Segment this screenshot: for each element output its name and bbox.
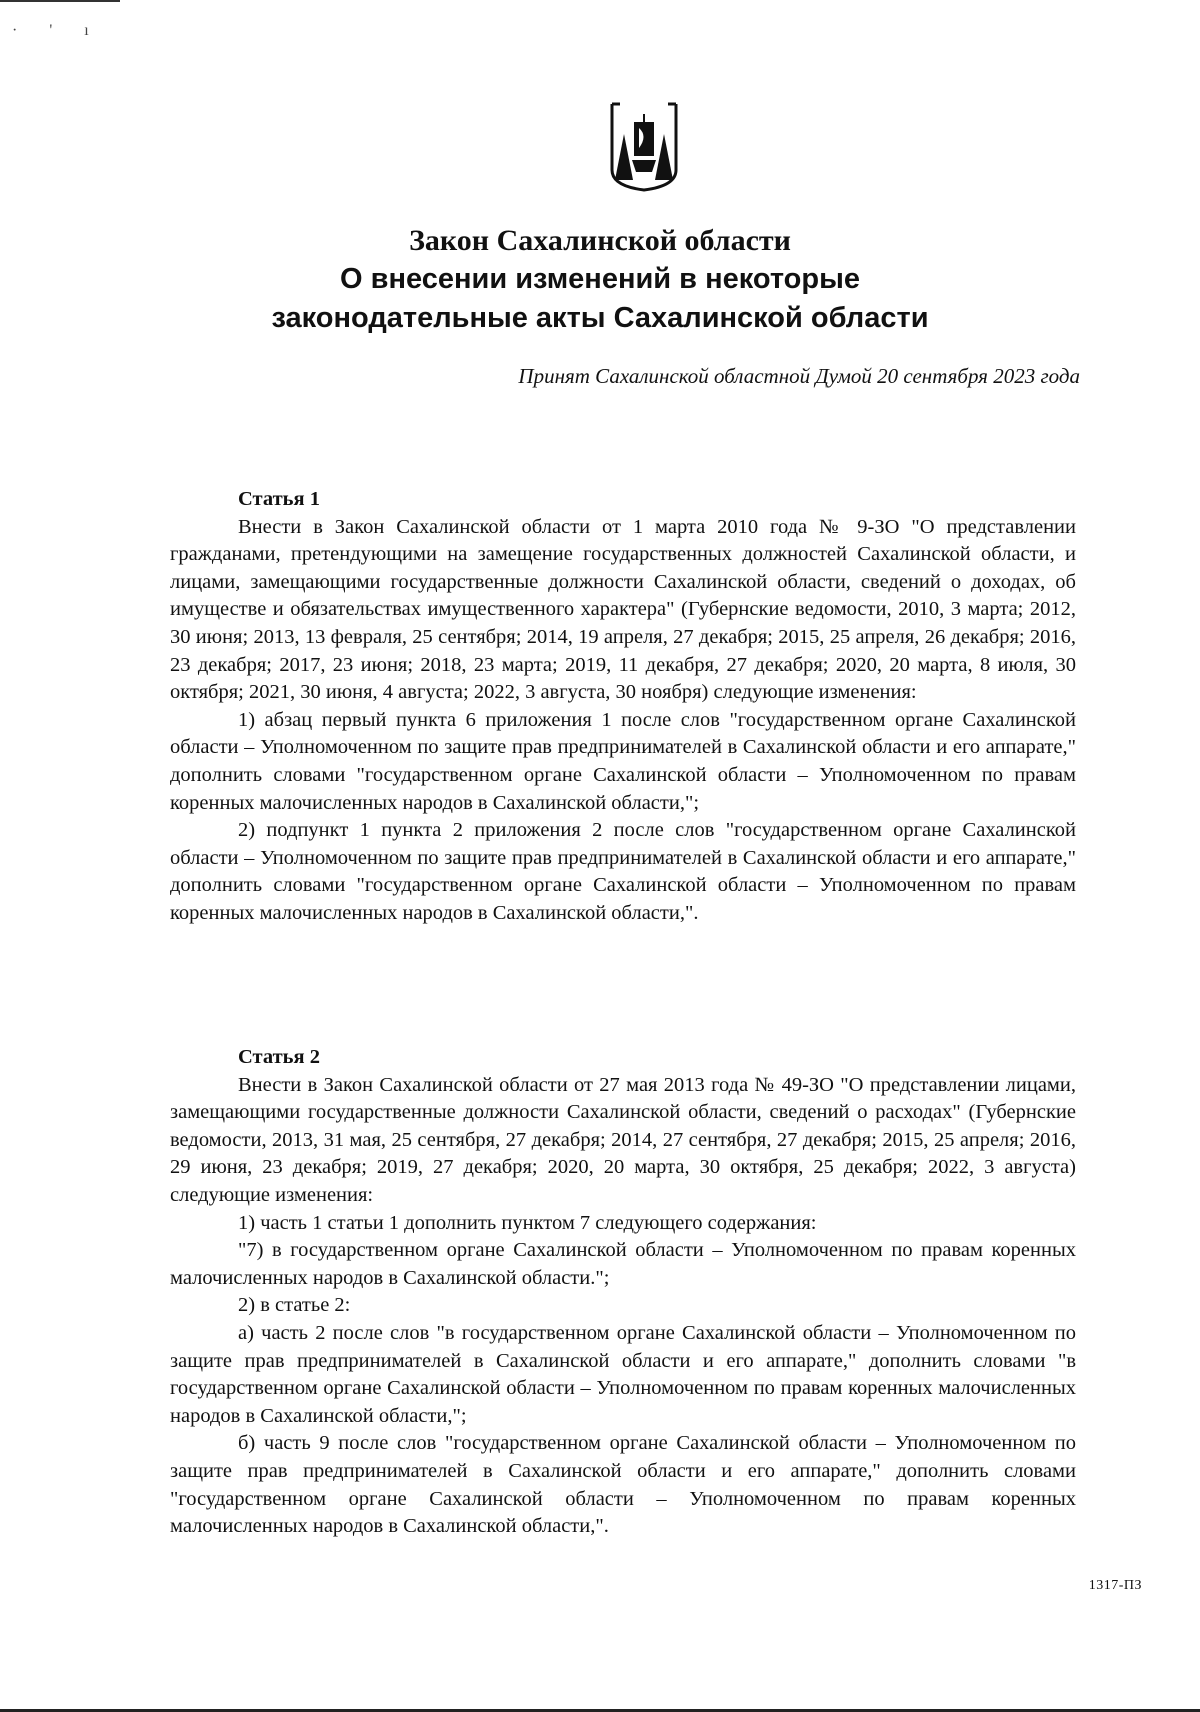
article-2-quote: "7) в государственном органе Сахалинской области – Уполномоченном по правам коренных малочисленных народов в Сахалинской области."; <box>170 1239 1076 1289</box>
title-line-3: законодательные акты Сахалинской области <box>271 302 929 334</box>
article-1-item-2: 2) подпункт 1 пункта 2 приложения 2 после слов "государственном органе Сахалинской области – Уполномоченном по защите прав предпринимателей в Сахалинской области и его аппарате," дополнить словами "государственном органе Сахалинской области – Уполномоченном по правам коренных малочисленных народов в Сахалинской области,". <box>170 819 1076 924</box>
title-line-1: Закон Сахалинской области <box>409 224 791 257</box>
article-2-subitem-a: а) часть 2 после слов "в государственном органе Сахалинской области – Уполномоченном по защите прав предпринимателей в Сахалинской области и его аппарате," дополнить словами "в государственном органе Сахалинской области – Уполномоченном по правам коренных малочисленных народов в Сахалинской области,"; <box>170 1321 1076 1427</box>
page-code: 1317-ПЗ <box>1088 1578 1142 1593</box>
article-2-item-2: 2) в статье 2: <box>238 1294 351 1317</box>
adoption-note: Принят Сахалинской областной Думой 20 сентября 2023 года <box>518 364 1080 388</box>
document-title <box>150 222 1050 338</box>
article-1-heading: Статья 1 <box>238 488 320 510</box>
article-2-item-1: 1) часть 1 статьи 1 дополнить пунктом 7 следующего содержания: <box>238 1211 817 1234</box>
scan-edge-mark <box>0 0 120 2</box>
article-1-paragraph: Внести в Закон Сахалинской области от 1 марта 2010 года № 9-ЗО "О представлении гражданами, претендующими на замещение государственных должностей Сахалинской области, и лицами, замещающими государственные должности Сахалинской области, сведений о доходах, об имуществе и обязательствах имущественного характера" (Губернские ведомости, 2010, 3 марта; 2012, 30 июня; 2013, 13 февраля, 25 сентября; 2014, 19 апреля, 27 декабря; 2015, 25 апреля, 26 декабря; 2016, 23 декабря; 2017, 23 июня; 2018, 23 марта; 2019, 11 декабря, 27 декабря; 2020, 20 марта, 8 июля, 30 октября; 2021, 30 июня, 4 августа; 2022, 3 августа, 30 ноября) следующие изменения: <box>170 515 1076 704</box>
article-2-paragraph: Внести в Закон Сахалинской области от 27 мая 2013 года № 49-ЗО "О представлении лицами, замещающими государственные должности Сахалинской области, сведений о расходах" (Губернские ведомости, 2013, 31 мая, 25 сентября, 27 декабря; 2014, 27 сентября, 27 декабря; 2015, 25 апреля; 2016, 29 июня, 23 декабря; 2019, 27 декабря; 2020, 20 марта, 30 октября, 25 декабря; 2022, 3 августа) следующие изменения: <box>170 1073 1076 1206</box>
article-2-subitem-b: б) часть 9 после слов "государственном органе Сахалинской области – Уполномоченном по защите прав предпринимателей в Сахалинской области и его аппарате," дополнить словами "государственном органе Сахалинской области – Уполномоченном по правам коренных малочисленных народов в Сахалинской области,". <box>170 1432 1076 1538</box>
article-1 <box>170 486 1076 928</box>
article-2-heading: Статья 2 <box>238 1046 320 1068</box>
article-2 <box>170 1044 1076 1541</box>
article-1-item-1: 1) абзац первый пункта 6 приложения 1 после слов "государственном органе Сахалинской области – Уполномоченном по защите прав предпринимателей в Сахалинской области и его аппарате," дополнить словами "государственном органе Сахалинской области – Уполномоченном по правам коренных малочисленных народов в Сахалинской области,"; <box>170 708 1076 814</box>
coat-of-arms-icon <box>604 100 684 192</box>
title-line-2: О внесении изменений в некоторые <box>340 263 860 295</box>
scan-noise: · ' ı <box>12 22 103 39</box>
